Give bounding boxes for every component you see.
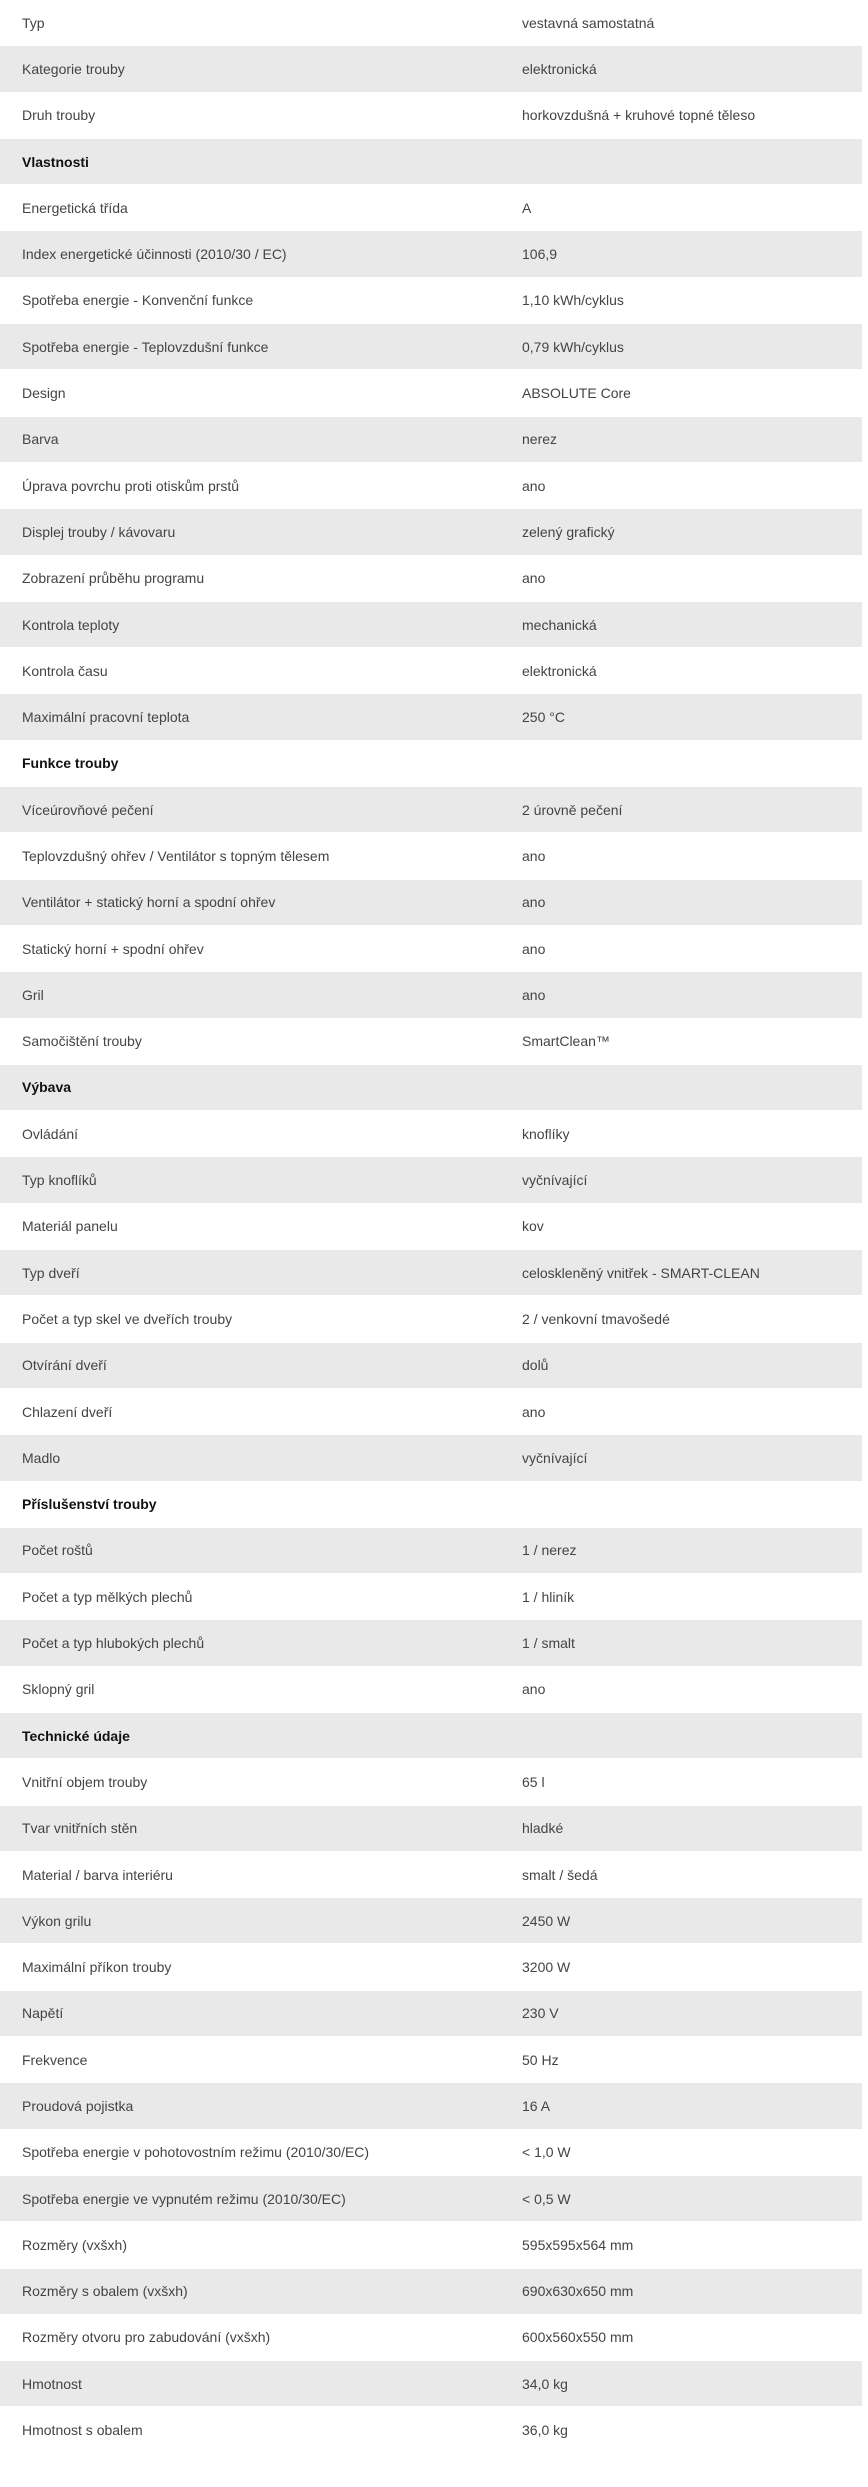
spec-label: Sklopný gril — [22, 1681, 95, 1698]
spec-label: Energetická třída — [22, 199, 128, 216]
spec-label: Rozměry s obalem (vxšxh) — [22, 2283, 188, 2300]
spec-value: 36,0 kg — [522, 2422, 568, 2439]
spec-row — [0, 2037, 862, 2083]
spec-value: 16 A — [522, 2098, 551, 2114]
spec-row — [0, 2222, 862, 2268]
spec-value: ano — [522, 1681, 546, 1698]
spec-row — [0, 1528, 862, 1574]
spec-value: vyčnívající — [522, 1449, 588, 1466]
spec-row — [0, 93, 862, 139]
spec-value: nerez — [522, 431, 558, 448]
spec-value: hladké — [522, 1820, 564, 1837]
spec-value: 34,0 kg — [522, 2375, 568, 2392]
spec-value: 1 / nerez — [522, 1542, 577, 1559]
spec-label: Maximální příkon trouby — [22, 1959, 172, 1976]
spec-row — [0, 602, 862, 648]
spec-row — [0, 972, 862, 1018]
section-heading: Technické údaje — [22, 1727, 130, 1744]
spec-label: Úprava povrchu proti otiskům prstů — [22, 477, 240, 494]
section-heading-row — [0, 1065, 862, 1111]
spec-label: Design — [22, 385, 66, 402]
spec-row — [0, 1250, 862, 1296]
spec-row — [0, 1806, 862, 1852]
spec-label: Madlo — [22, 1449, 61, 1466]
spec-value: ano — [522, 1403, 546, 1420]
spec-row — [0, 787, 862, 833]
spec-row — [0, 2269, 862, 2315]
spec-label: Víceúrovňové pečení — [22, 801, 154, 818]
spec-label: Kategorie trouby — [22, 60, 125, 77]
spec-label: Maximální pracovní teplota — [22, 709, 190, 726]
spec-label: Spotřeba energie ve vypnutém režimu (2010/30/EC) — [22, 2190, 346, 2207]
spec-label: Materiál panelu — [22, 1218, 118, 1235]
spec-label: Ventilátor + statický horní a spodní ohřev — [22, 894, 276, 911]
spec-label: Index energetické účinnosti (2010/30 / EC) — [22, 246, 287, 263]
spec-value: SmartClean™ — [522, 1033, 610, 1050]
spec-label: Displej trouby / kávovaru — [22, 523, 176, 540]
spec-value: 230 V — [522, 2005, 559, 2022]
spec-value: 3200 W — [522, 1959, 571, 1976]
spec-value: horkovzdušná + kruhové topné těleso — [522, 107, 756, 124]
spec-label: Hmotnost s obalem — [22, 2422, 143, 2439]
spec-value: ABSOLUTE Core — [522, 385, 631, 402]
spec-label: Spotřeba energie - Konvenční funkce — [22, 292, 254, 309]
section-heading: Výbava — [22, 1079, 72, 1096]
spec-label: Typ dveří — [22, 1264, 80, 1281]
spec-label: Typ knoflíků — [22, 1172, 97, 1189]
spec-row — [0, 1944, 862, 1990]
spec-row — [0, 2130, 862, 2176]
spec-label: Material / barva interiéru — [22, 1866, 173, 1883]
section-heading-row — [0, 1713, 862, 1759]
spec-value: vyčnívající — [522, 1172, 588, 1189]
spec-row — [0, 1574, 862, 1620]
spec-label: Otvírání dveří — [22, 1357, 107, 1374]
spec-label: Rozměry (vxšxh) — [22, 2236, 128, 2253]
spec-value: zelený grafický — [522, 523, 615, 540]
spec-label: Napětí — [22, 2005, 64, 2022]
section-heading-row — [0, 741, 862, 787]
spec-label: Gril — [22, 986, 44, 1003]
spec-row — [0, 2083, 862, 2129]
section-heading-row — [0, 1482, 862, 1528]
spec-row — [0, 324, 862, 370]
spec-value: 0,79 kWh/cyklus — [522, 338, 624, 355]
section-heading: Příslušenství trouby — [22, 1496, 157, 1513]
spec-value: 2 / venkovní tmavošedé — [522, 1310, 670, 1327]
spec-row — [0, 463, 862, 509]
spec-label: Chlazení dveří — [22, 1403, 113, 1420]
spec-value: 1 / hliník — [522, 1588, 575, 1605]
spec-value: A — [522, 199, 532, 216]
spec-label: Spotřeba energie v pohotovostním režimu (2010/30/EC) — [22, 2144, 370, 2161]
spec-value: 1,10 kWh/cyklus — [522, 292, 624, 309]
spec-row — [0, 417, 862, 463]
spec-row — [0, 1435, 862, 1481]
section-heading: Vlastnosti — [22, 153, 89, 170]
spec-row — [0, 1759, 862, 1805]
spec-value: 595x595x564 mm — [522, 2236, 634, 2253]
spec-row — [0, 1852, 862, 1898]
spec-label: Statický horní + spodní ohřev — [22, 940, 204, 957]
spec-label: Počet roštů — [22, 1542, 93, 1559]
spec-label: Spotřeba energie - Teplovzdušní funkce — [22, 338, 269, 355]
spec-label: Hmotnost — [22, 2375, 82, 2392]
spec-label: Typ — [22, 14, 45, 31]
spec-row — [0, 185, 862, 231]
section-heading-row — [0, 139, 862, 185]
spec-label: Teplovzdušný ohřev / Ventilátor s topným tělesem — [22, 847, 330, 864]
spec-row — [0, 1898, 862, 1944]
spec-row — [0, 278, 862, 324]
spec-row — [0, 556, 862, 602]
spec-label: Zobrazení průběhu programu — [22, 570, 205, 587]
spec-label: Počet a typ mělkých plechů — [22, 1588, 193, 1605]
spec-label: Kontrola času — [22, 662, 108, 679]
spec-label: Frekvence — [22, 2051, 88, 2068]
spec-value: elektronická — [522, 60, 597, 77]
spec-value: knoflíky — [522, 1125, 570, 1142]
spec-row — [0, 648, 862, 694]
spec-label: Počet a typ skel ve dveřích trouby — [22, 1310, 233, 1327]
spec-row — [0, 370, 862, 416]
spec-value: 2 úrovně pečení — [522, 801, 623, 818]
spec-value: ano — [522, 570, 546, 587]
spec-row — [0, 2407, 862, 2453]
spec-label: Druh trouby — [22, 107, 96, 124]
spec-row — [0, 231, 862, 277]
spec-value: 600x560x550 mm — [522, 2329, 634, 2346]
spec-row — [0, 1389, 862, 1435]
spec-value: elektronická — [522, 662, 597, 679]
spec-label: Rozměry otvoru pro zabudování (vxšxh) — [22, 2329, 271, 2346]
spec-label: Výkon grilu — [22, 1912, 92, 1929]
spec-row — [0, 509, 862, 555]
spec-value: dolů — [522, 1357, 549, 1374]
spec-value: 2450 W — [522, 1912, 571, 1929]
spec-value: 690x630x650 mm — [522, 2283, 634, 2300]
spec-label: Počet a typ hlubokých plechů — [22, 1635, 205, 1652]
spec-row — [0, 46, 862, 92]
spec-row — [0, 880, 862, 926]
spec-value: smalt / šedá — [522, 1866, 598, 1883]
section-heading: Funkce trouby — [22, 755, 119, 772]
spec-value: ano — [522, 986, 546, 1003]
spec-value: 106,9 — [522, 246, 558, 263]
spec-value: vestavná samostatná — [522, 14, 655, 31]
spec-row — [0, 1667, 862, 1713]
spec-row — [0, 0, 862, 46]
spec-value: ano — [522, 894, 546, 911]
spec-row — [0, 1019, 862, 1065]
spec-row — [0, 1343, 862, 1389]
spec-value: mechanická — [522, 616, 597, 633]
spec-label: Samočištění trouby — [22, 1033, 142, 1050]
spec-row — [0, 1111, 862, 1157]
spec-label: Vnitřní objem trouby — [22, 1773, 148, 1790]
spec-row — [0, 1620, 862, 1666]
spec-label: Proudová pojistka — [22, 2098, 134, 2114]
spec-row — [0, 2315, 862, 2361]
spec-label: Kontrola teploty — [22, 616, 120, 633]
spec-value: 250 °C — [522, 709, 565, 726]
spec-value: 1 / smalt — [522, 1635, 575, 1652]
spec-value: 50 Hz — [522, 2051, 559, 2068]
spec-value: celoskleněný vnitřek - SMART-CLEAN — [522, 1264, 760, 1281]
spec-row — [0, 694, 862, 740]
spec-value: ano — [522, 477, 546, 494]
spec-value: < 1,0 W — [522, 2144, 571, 2161]
spec-value: ano — [522, 940, 546, 957]
spec-label: Barva — [22, 431, 59, 448]
spec-row — [0, 833, 862, 879]
spec-label: Tvar vnitřních stěn — [22, 1820, 138, 1837]
spec-row — [0, 926, 862, 972]
spec-row — [0, 2361, 862, 2407]
spec-row — [0, 1296, 862, 1342]
spec-row — [0, 1157, 862, 1203]
spec-value: 65 l — [522, 1773, 545, 1790]
spec-row — [0, 1204, 862, 1250]
spec-label: Ovládání — [22, 1125, 79, 1142]
spec-row — [0, 2176, 862, 2222]
spec-value: kov — [522, 1218, 544, 1235]
spec-value: < 0,5 W — [522, 2190, 571, 2207]
spec-row — [0, 1991, 862, 2037]
spec-value: ano — [522, 847, 546, 864]
